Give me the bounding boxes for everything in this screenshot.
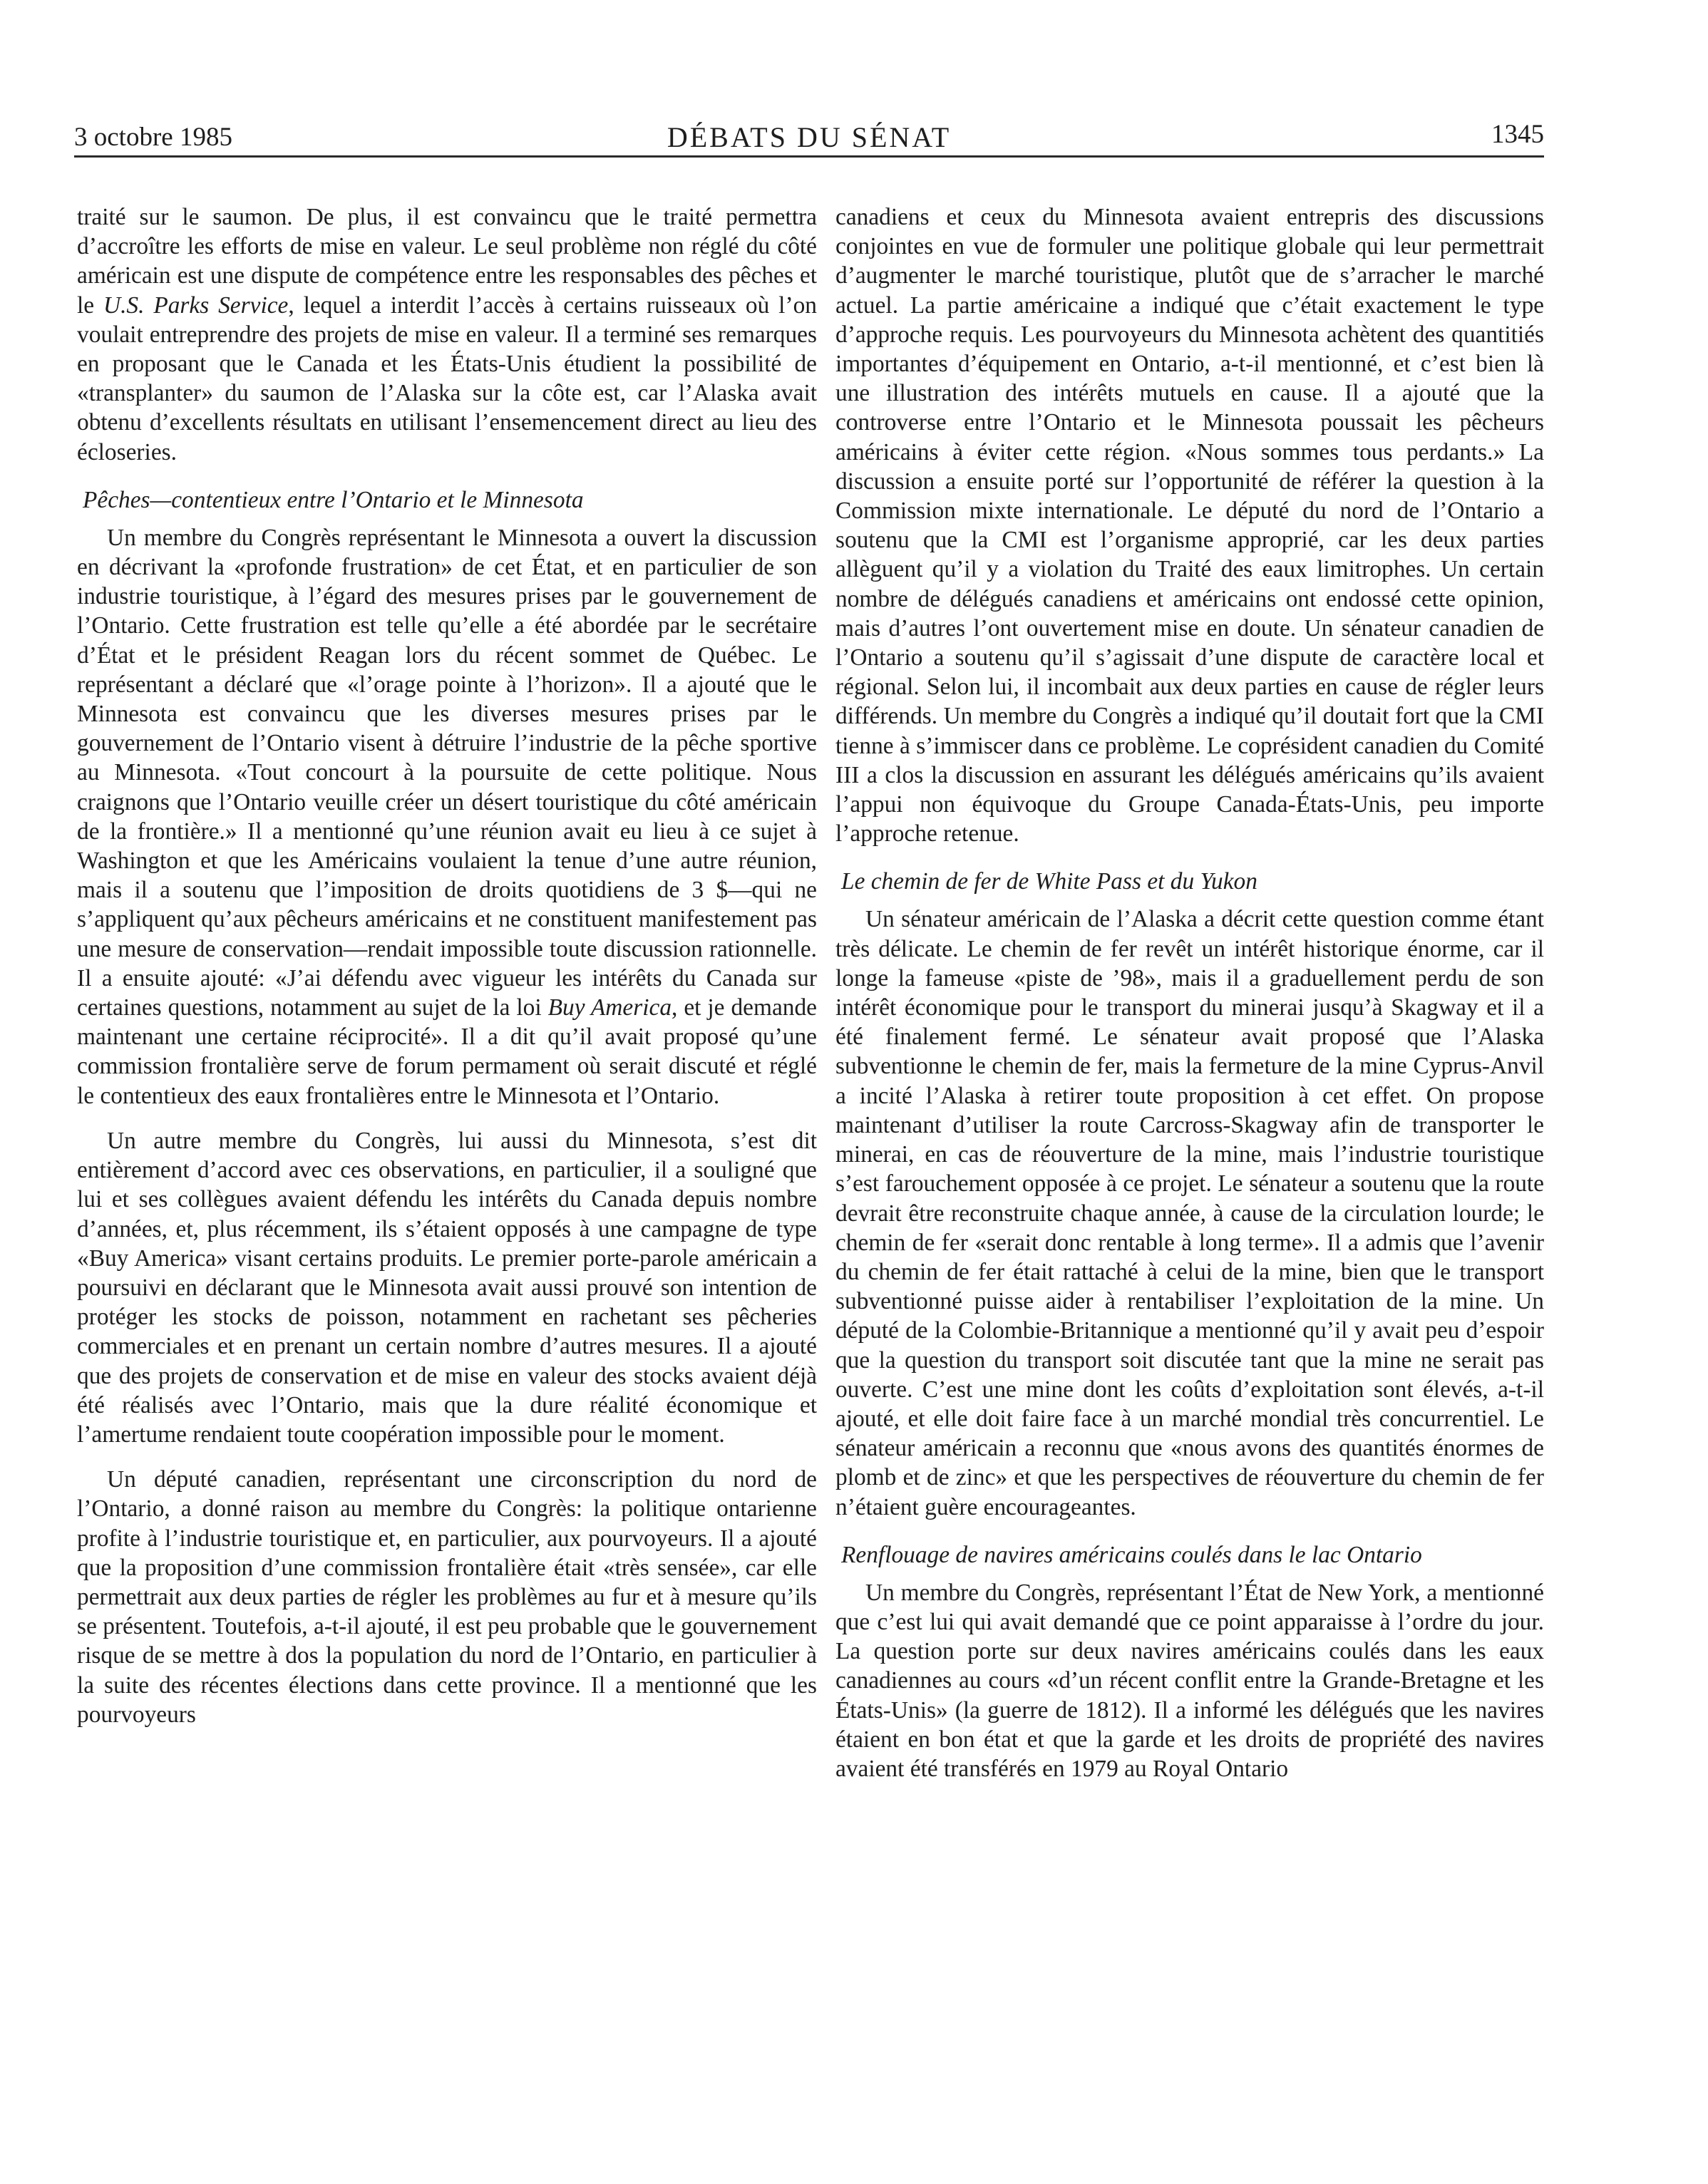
paragraph: Un sénateur américain de l’Alaska a décrit cette question comme étant très délicate. Le chemin de fer revêt un intérêt historique énorme, car il longe la fameuse «piste de ’98», mais il a graduellement perdu de son intérêt économique pour le transport du minerai jusqu’à Skagway et il a été finalement fermé. Le sénateur avait proposé que l’Alaska subventionne le chemin de fer, mais la fermeture de la mine Cyprus-Anvil a incité l’Alaska à retirer toute proposition à cet effet. On propose maintenant d’utiliser la route Carcross-Skagway afin de transporter le minerai, en cas de réouverture de la mine, mais l’industrie touristique s’est farouchement opposée à ce projet. Le sénateur a soutenu que la route devrait être reconstruite chaque année, à cause de la circulation lourde; le chemin de fer «serait donc rentable à long terme». Il a admis que l’avenir du chemin de fer était rattaché à celui de la mine, bien que le transport subventionné puisse aider à rentabiliser l’exploitation de la mine. Un député de la Colombie-Britannique a mentionné qu’il y avait peu d’espoir que la question du transport soit discutée tant que la mine ne serait pas ouverte. C’est une mine dont les coûts d’exploitation sont élevés, a-t-il ajouté, et elle doit faire face à un marché mondial très concurrentiel. Le sénateur américain a reconnu que «nous avons des quantités énormes de plomb et de zinc» et que les perspectives de réouverture du chemin de fer n’étaient guère encourageantes. (835, 906, 1544, 1520)
header-title: DÉBATS DU SÉNAT (667, 121, 952, 153)
italic-term: Buy America (547, 994, 672, 1021)
text-run: , et je demande maintenant une certaine réciprocité». Il a dit qu’il avait proposé qu’une commission frontalière serve de forum permament où serait discuté et réglé le contentieux des eaux frontalières entre le Minnesota et l’Ontario. (77, 994, 817, 1109)
paragraph: Un autre membre du Congrès, lui aussi du Minnesota, s’est dit entièrement d’accord avec ces observations, en particulier, il a souligné que lui et ses collègues avaient défendu les intérêts du Canada depuis nombre d’années, et, plus récemment, ils s’étaient opposés à une campagne de type «Buy America» visant certains produits. Le premier porte-parole américain a poursuivi en déclarant que le Minnesota avait aussi prouvé son intention de protéger les stocks de poisson, notamment en rachetant ses pêcheries commerciales et en prenant un certain nombre d’autres mesures. Il a ajouté que des projets de conservation et de mise en valeur des stocks avaient déjà été réalisés avec l’Ontario, mais que la dure réalité économique et l’amertume rendaient toute coopération impossible pour le moment. (77, 1127, 817, 1448)
italic-term: U.S. Parks Service (103, 292, 289, 319)
text-run: traité sur le saumon. De plus, il est convaincu que le traité permettra d’accroître les efforts de mise en valeur. Le seul problème non réglé du côté américain est une dispute de compétence entre les responsables des pêches et le (77, 204, 817, 319)
text-run: , lequel a interdit l’accès à certains ruisseaux où l’on voulait entreprendre des projets de mise en valeur. Il a terminé ses remarques en proposant que le Canada et les États-Unis étudient la possibilité de «transplanter» du saumon de l’Alaska sur la côte est, car l’Alaska avait obtenu d’excellents résultats en utilisant l’ensemencement direct au lieu des écloseries. (77, 292, 817, 465)
paragraph (77, 202, 817, 467)
page-header (74, 115, 1544, 158)
section-heading: Pêches—contentieux entre l’Ontario et le Minnesota (83, 486, 584, 513)
left-column (77, 202, 817, 1729)
text-run: Un membre du Congrès représentant le Minnesota a ouvert la discussion en décrivant la «profonde frustration» de cet État, et en particulier de son industrie touristique, à l’égard des mesures prises par le gouvernement de l’Ontario. Cette frustration est telle qu’elle a été abordée par le secrétaire d’État et le président Reagan lors du récent sommet de Québec. Le représentant a déclaré que «l’orage pointe à l’horizon». Il a ajouté que le Minnesota est convaincu que les diverses mesures prises par le gouvernement de l’Ontario visent à détruire l’industrie de la pêche sportive au Minnesota. «Tout concourt à la poursuite de cette politique. Nous craignons que l’Ontario veuille créer un désert touristique du côté américain de la frontière.» Il a mentionné qu’une réunion avait eu lieu à ce sujet à Washington et que les Américains voulaient la tenue d’une autre réunion, mais il a soutenu que l’imposition de droits quotidiens de 3 $—qui ne s’appliquent qu’aux pêcheurs américains et ne constituent manifestement pas une mesure de conservation—rendait impossible toute discussion rationnelle. Il a ensuite ajouté: «J’ai défendu avec vigueur les intérêts du Canada sur certaines questions, notamment au sujet de la loi (77, 524, 817, 1021)
paragraph: canadiens et ceux du Minnesota avaient entrepris des discussions conjointes en vue de formuler une politique globale qui leur permettrait d’augmenter le marché touristique, plutôt que de s’arracher le marché actuel. La partie américaine a indiqué que c’était exactement le type d’approche requis. Les pourvoyeurs du Minnesota achètent des quantitiés importantes d’équipement en Ontario, a-t-il mentionné, et c’est bien là une illustration des intérêts mutuels en cause. Il a ajouté que la controverse entre l’Ontario et le Minnesota poussait les pêcheurs américains à éviter cette région. «Nous sommes tous perdants.» La discussion a ensuite porté sur l’opportunité de référer la question à la Commission mixte internationale. Le député du nord de l’Ontario a soutenu que la CMI est l’organisme approprié, car les deux parties allèguent qu’il y a violation du Traité des eaux limitrophes. Un certain nombre de délégués canadiens et américains ont endossé cette opinion, mais d’autres l’ont ouvertement mise en doute. Un sénateur canadien de l’Ontario a soutenu qu’il s’agissait d’une dispute de caractère local et régional. Selon lui, il incombait aux deux parties en cause de régler leurs différends. Un membre du Congrès a indiqué qu’il doutait fort que la CMI tienne à s’immiscer dans ce problème. Le coprésident canadien du Comité III a clos la discussion en assurant les délégués américains qu’ils avaient l’appui non équivoque du Groupe Canada-États-Unis, peu importe l’approche retenue. (835, 204, 1544, 848)
paragraph: Un député canadien, représentant une circonscription du nord de l’Ontario, a donné raison au membre du Congrès: la politique ontarienne profite à l’industrie touristique et, en particulier, aux pourvoyeurs. Il a ajouté que la proposition d’une commission frontalière était «très sensée», car elle permettrait aux deux parties de régler les problèmes au fur et à mesure qu’ils se présentent. Toutefois, a-t-il ajouté, il est peu probable que le gouvernement risque de se mettre à dos la population du nord de l’Ontario, en particulier à la suite des récentes élections dans cette province. Il a mentionné que les pourvoyeurs (77, 1466, 817, 1728)
paragraph (77, 523, 817, 1111)
section-heading: Le chemin de fer de White Pass et du Yukon (841, 868, 1257, 895)
right-column (835, 202, 1544, 1783)
section-heading: Renflouage de navires américains coulés dans le lac Ontario (841, 1541, 1422, 1568)
header-date: 3 octobre 1985 (74, 123, 232, 152)
paragraph: Un membre du Congrès, représentant l’État de New York, a mentionné que c’est lui qui avait demandé que ce point apparaisse à l’ordre du jour. La question porte sur deux navires américains coulés dans les eaux canadiennes au cours «d’un récent conflit entre la Grande-Bretagne et les États-Unis» (la guerre de 1812). Il a informé les délégués que les navires étaient en bon état et que la garde et les droits de propriété des navires avaient été transférés en 1979 au Royal Ontario (835, 1579, 1544, 1782)
header-page-number: 1345 (1491, 120, 1544, 149)
